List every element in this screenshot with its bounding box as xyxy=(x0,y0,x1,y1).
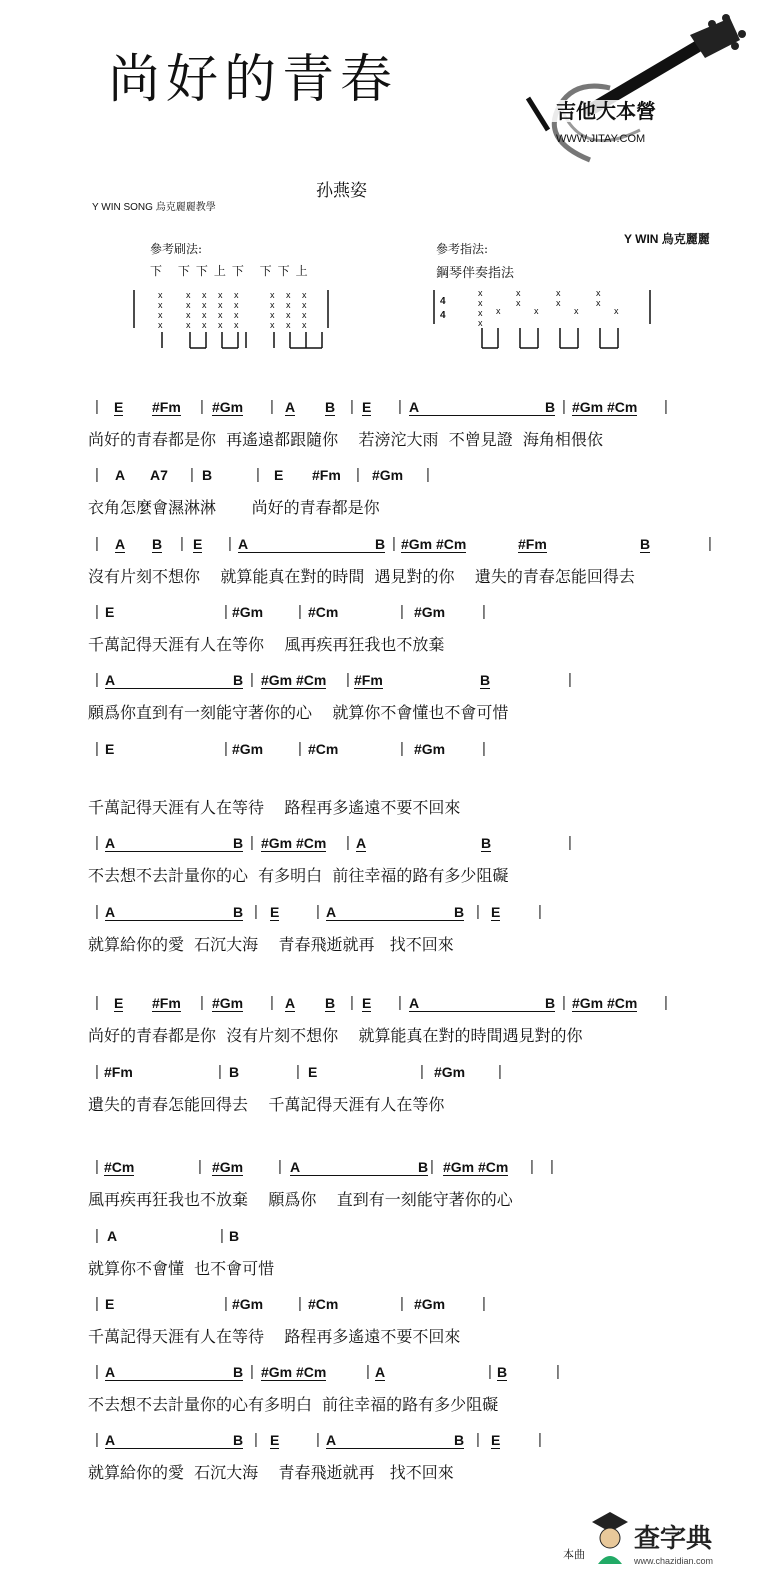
strum-label: 參考刷法: xyxy=(150,242,203,256)
measure-bar: | xyxy=(218,1063,222,1080)
measure-bar: | xyxy=(562,398,566,415)
measure-bar: | xyxy=(95,1363,99,1380)
measure-bar: | xyxy=(95,535,99,552)
measure-bar: | xyxy=(530,1158,534,1175)
chord-label: A xyxy=(326,905,464,921)
chord-label: A xyxy=(105,1433,243,1449)
svg-text:x: x xyxy=(234,290,239,300)
chord-label: #Fm xyxy=(354,672,383,688)
footer-benqu: 本曲 xyxy=(563,1548,585,1561)
measure-bar: | xyxy=(95,1063,99,1080)
strum-diagram xyxy=(132,288,332,350)
measure-bar: | xyxy=(298,603,302,620)
measure-bar: | xyxy=(556,1363,560,1380)
lyric-line: 衣角怎麼會濕淋淋 尚好的青春都是你 xyxy=(88,498,380,517)
logo-url: WWW.JITAY.COM xyxy=(556,133,646,145)
singer-name: 孙燕姿 xyxy=(316,181,367,201)
page-title: 尚好的青春 xyxy=(108,50,399,110)
measure-bar: | xyxy=(95,671,99,688)
svg-text:x: x xyxy=(478,308,483,318)
chord-label: #Gm xyxy=(372,467,404,483)
chord-label: B xyxy=(229,1064,240,1080)
measure-bar: | xyxy=(224,603,228,620)
chord-label: E xyxy=(491,904,501,920)
svg-text:x: x xyxy=(234,320,239,330)
chord-label: A xyxy=(326,1433,464,1449)
measure-bar: | xyxy=(392,535,396,552)
svg-text:x: x xyxy=(158,320,163,330)
measure-bar: | xyxy=(180,535,184,552)
chord-label: #Gm #Cm xyxy=(261,672,327,688)
chord-label: B xyxy=(202,467,213,483)
measure-bar: | xyxy=(346,834,350,851)
chord-label: #Cm xyxy=(104,1159,135,1175)
measure-bar: | xyxy=(420,1063,424,1080)
measure-bar: | xyxy=(200,994,204,1011)
chord-label: E xyxy=(362,399,372,415)
chord-label: #Gm xyxy=(232,604,264,620)
logo-name: 吉他大本營 xyxy=(556,99,656,123)
measure-bar: | xyxy=(95,1431,99,1448)
measure-bar: | xyxy=(95,398,99,415)
chord-label: E xyxy=(105,604,115,620)
measure-bar: | xyxy=(95,1227,99,1244)
chord-label: #Gm xyxy=(414,741,446,757)
svg-text:x: x xyxy=(270,300,275,310)
svg-text:x: x xyxy=(234,310,239,320)
measure-bar: | xyxy=(95,740,99,757)
lyric-line: 就算給你的愛 石沉大海 青春飛逝就再 找不回來 xyxy=(88,1463,454,1482)
measure-bar: | xyxy=(250,671,254,688)
measure-bar: | xyxy=(400,603,404,620)
svg-text:x: x xyxy=(270,310,275,320)
chord-label: B xyxy=(233,835,244,851)
graduate-icon xyxy=(590,1508,630,1564)
measure-bar: | xyxy=(482,740,486,757)
lyric-line: 不去想不去計量你的心 有多明白 前往幸福的路有多少阻礙 xyxy=(88,866,509,885)
svg-text:4: 4 xyxy=(440,310,446,321)
chord-label: #Gm #Cm xyxy=(572,995,638,1011)
chord-label: #Gm #Cm xyxy=(261,1364,327,1380)
chord-label: #Gm xyxy=(212,995,244,1011)
lyric-line: 沒有片刻不想你 就算能真在對的時間 遇見對的你 遺失的青春怎能回得去 xyxy=(88,567,635,586)
measure-bar: | xyxy=(476,903,480,920)
svg-text:x: x xyxy=(202,300,207,310)
chord-label: B xyxy=(497,1364,508,1380)
chord-label: A xyxy=(375,1364,386,1380)
chord-label: A xyxy=(105,905,243,921)
measure-bar: | xyxy=(664,994,668,1011)
measure-bar: | xyxy=(298,740,302,757)
measure-bar: | xyxy=(664,398,668,415)
chord-label: #Gm #Cm xyxy=(572,399,638,415)
lyric-line: 千萬記得天涯有人在等你 風再疾再狂我也不放棄 xyxy=(88,635,445,654)
measure-bar: | xyxy=(228,535,232,552)
measure-bar: | xyxy=(95,903,99,920)
chord-label: #Gm #Cm xyxy=(443,1159,509,1175)
measure-bar: | xyxy=(400,740,404,757)
chord-label: B xyxy=(375,536,386,552)
chord-label: E xyxy=(105,741,115,757)
svg-text:x: x xyxy=(158,310,163,320)
svg-text:x: x xyxy=(516,288,521,298)
chord-label: A xyxy=(105,1365,243,1381)
chord-label: B xyxy=(418,1159,429,1175)
measure-bar: | xyxy=(95,834,99,851)
measure-bar: | xyxy=(350,398,354,415)
measure-bar: | xyxy=(538,1431,542,1448)
chord-label: #Fm xyxy=(152,399,181,415)
lyric-line: 尚好的青春都是你 再遙遠都跟隨你 若滂沱大雨 不曾見證 海角相偎依 xyxy=(88,430,603,449)
chord-label: B xyxy=(454,1432,465,1448)
svg-text:x: x xyxy=(516,298,521,308)
chord-label: B xyxy=(325,399,336,415)
svg-text:x: x xyxy=(302,300,307,310)
measure-bar: | xyxy=(366,1363,370,1380)
chord-label: B xyxy=(545,995,556,1011)
chord-label: E xyxy=(105,1296,115,1312)
measure-bar: | xyxy=(316,903,320,920)
lyric-line: 千萬記得天涯有人在等待 路程再多遙遠不要不回來 xyxy=(88,1327,461,1346)
chord-label: B xyxy=(229,1228,240,1244)
chord-label: E xyxy=(270,904,280,920)
chord-label: A xyxy=(238,537,384,553)
chord-label: #Gm xyxy=(434,1064,466,1080)
measure-bar: | xyxy=(254,903,258,920)
chord-label: #Fm xyxy=(312,467,341,483)
chord-label: B xyxy=(454,904,465,920)
svg-text:x: x xyxy=(158,290,163,300)
svg-text:x: x xyxy=(496,306,501,316)
chord-label: #Gm xyxy=(212,1159,244,1175)
svg-text:x: x xyxy=(286,290,291,300)
watermark-url: www.chazidian.com xyxy=(634,1556,714,1566)
measure-bar: | xyxy=(568,671,572,688)
ywin-label: Y WIN 烏克麗麗 xyxy=(624,232,710,246)
chord-label: A xyxy=(356,835,367,851)
svg-text:x: x xyxy=(286,310,291,320)
chord-label: #Gm #Cm xyxy=(401,536,467,552)
measure-bar: | xyxy=(476,1431,480,1448)
measure-bar: | xyxy=(430,1158,434,1175)
measure-bar: | xyxy=(200,398,204,415)
measure-bar: | xyxy=(708,535,712,552)
finger-diagram xyxy=(432,288,656,350)
chord-label: A7 xyxy=(150,467,168,483)
svg-text:x: x xyxy=(596,288,601,298)
measure-bar: | xyxy=(482,1295,486,1312)
svg-text:x: x xyxy=(302,290,307,300)
chord-label: B xyxy=(480,672,491,688)
measure-bar: | xyxy=(356,466,360,483)
svg-text:x: x xyxy=(186,300,191,310)
svg-text:x: x xyxy=(234,300,239,310)
measure-bar: | xyxy=(482,603,486,620)
measure-bar: | xyxy=(190,466,194,483)
chord-label: B xyxy=(640,536,651,552)
svg-text:x: x xyxy=(202,290,207,300)
chord-label: #Gm xyxy=(414,604,446,620)
svg-text:x: x xyxy=(218,300,223,310)
measure-bar: | xyxy=(278,1158,282,1175)
measure-bar: | xyxy=(95,466,99,483)
measure-bar: | xyxy=(562,994,566,1011)
measure-bar: | xyxy=(220,1227,224,1244)
svg-text:x: x xyxy=(596,298,601,308)
measure-bar: | xyxy=(224,1295,228,1312)
lyric-line: 尚好的青春都是你 沒有片刻不想你 就算能真在對的時間遇見對的你 xyxy=(88,1026,583,1045)
svg-text:x: x xyxy=(286,320,291,330)
source-label: Y WIN SONG 烏克麗麗教學 xyxy=(92,202,216,213)
svg-text:x: x xyxy=(270,320,275,330)
measure-bar: | xyxy=(398,994,402,1011)
chord-label: E xyxy=(114,399,124,415)
chord-label: E xyxy=(114,995,124,1011)
chord-label: B xyxy=(152,536,163,552)
svg-text:x: x xyxy=(202,320,207,330)
chord-label: B xyxy=(233,1432,244,1448)
chord-label: #Gm xyxy=(232,741,264,757)
chord-label: #Cm xyxy=(308,604,339,620)
measure-bar: | xyxy=(298,1295,302,1312)
chord-label: A xyxy=(115,536,126,552)
chord-label: B xyxy=(233,904,244,920)
chord-label: A xyxy=(409,996,555,1012)
chord-label: #Fm xyxy=(104,1064,133,1080)
svg-text:x: x xyxy=(302,310,307,320)
chord-label: E xyxy=(308,1064,318,1080)
chord-label: E xyxy=(274,467,284,483)
measure-bar: | xyxy=(254,1431,258,1448)
chord-label: #Gm xyxy=(212,399,244,415)
chord-label: B xyxy=(233,672,244,688)
svg-text:x: x xyxy=(218,310,223,320)
chord-label: A xyxy=(290,1160,428,1176)
chord-label: A xyxy=(105,836,243,852)
svg-text:x: x xyxy=(302,320,307,330)
measure-bar: | xyxy=(568,834,572,851)
svg-text:x: x xyxy=(186,320,191,330)
measure-bar: | xyxy=(270,398,274,415)
lyric-line: 不去想不去計量你的心有多明白 前往幸福的路有多少阻礙 xyxy=(88,1395,499,1414)
svg-text:x: x xyxy=(556,288,561,298)
svg-text:x: x xyxy=(534,306,539,316)
measure-bar: | xyxy=(398,398,402,415)
svg-text:x: x xyxy=(478,318,483,328)
chord-label: E xyxy=(270,1432,280,1448)
chord-label: #Cm xyxy=(308,741,339,757)
lyric-line: 就算你不會懂 也不會可惜 xyxy=(88,1259,275,1278)
svg-text:x: x xyxy=(286,300,291,310)
watermark-title: 查字典 xyxy=(634,1524,713,1554)
chord-label: A xyxy=(285,995,296,1011)
finger-name: 鋼琴伴奏指法 xyxy=(436,266,515,281)
measure-bar: | xyxy=(296,1063,300,1080)
measure-bar: | xyxy=(224,740,228,757)
finger-label: 參考指法: xyxy=(436,242,489,256)
svg-text:x: x xyxy=(186,310,191,320)
chord-label: E xyxy=(193,536,203,552)
measure-bar: | xyxy=(346,671,350,688)
svg-text:x: x xyxy=(556,298,561,308)
measure-bar: | xyxy=(488,1363,492,1380)
chord-label: A xyxy=(115,467,126,483)
chord-label: A xyxy=(105,673,243,689)
chord-label: #Fm xyxy=(518,536,547,552)
svg-text:x: x xyxy=(574,306,579,316)
svg-text:x: x xyxy=(158,300,163,310)
chord-label: B xyxy=(233,1364,244,1380)
lyric-line: 風再疾再狂我也不放棄 願爲你 直到有一刻能守著你的心 xyxy=(88,1190,513,1209)
chord-label: #Gm xyxy=(232,1296,264,1312)
chord-label: E xyxy=(362,995,372,1011)
measure-bar: | xyxy=(95,603,99,620)
svg-text:x: x xyxy=(478,298,483,308)
measure-bar: | xyxy=(550,1158,554,1175)
chord-label: #Gm #Cm xyxy=(261,835,327,851)
measure-bar: | xyxy=(250,834,254,851)
chord-label: B xyxy=(481,835,492,851)
chord-label: A xyxy=(107,1228,118,1244)
measure-bar: | xyxy=(95,1295,99,1312)
measure-bar: | xyxy=(250,1363,254,1380)
chord-label: A xyxy=(285,399,296,415)
measure-bar: | xyxy=(400,1295,404,1312)
jitay-logo xyxy=(520,10,750,200)
svg-text:x: x xyxy=(614,306,619,316)
measure-bar: | xyxy=(316,1431,320,1448)
measure-bar: | xyxy=(95,1158,99,1175)
svg-text:x: x xyxy=(218,320,223,330)
lyric-line: 遺失的青春怎能回得去 千萬記得天涯有人在等你 xyxy=(88,1095,445,1114)
svg-text:x: x xyxy=(478,288,483,298)
svg-text:x: x xyxy=(218,290,223,300)
lyric-line: 就算給你的愛 石沉大海 青春飛逝就再 找不回來 xyxy=(88,935,454,954)
svg-text:4: 4 xyxy=(440,296,446,307)
chord-label: #Cm xyxy=(308,1296,339,1312)
svg-text:x: x xyxy=(270,290,275,300)
measure-bar: | xyxy=(270,994,274,1011)
measure-bar: | xyxy=(498,1063,502,1080)
chord-label: E xyxy=(491,1432,501,1448)
measure-bar: | xyxy=(426,466,430,483)
measure-bar: | xyxy=(538,903,542,920)
chord-label: A xyxy=(409,400,555,416)
chord-label: B xyxy=(325,995,336,1011)
measure-bar: | xyxy=(256,466,260,483)
lyric-line: 願爲你直到有一刻能守著你的心 就算你不會懂也不會可惜 xyxy=(88,703,509,722)
lyric-line: 千萬記得天涯有人在等待 路程再多遙遠不要不回來 xyxy=(88,798,461,817)
measure-bar: | xyxy=(95,994,99,1011)
chord-label: #Fm xyxy=(152,995,181,1011)
measure-bar: | xyxy=(198,1158,202,1175)
measure-bar: | xyxy=(350,994,354,1011)
watermark xyxy=(560,1504,756,1576)
svg-text:x: x xyxy=(186,290,191,300)
strum-pattern: 下 下下上下 下下上 xyxy=(150,264,314,278)
chord-label: B xyxy=(545,399,556,415)
chord-label: #Gm xyxy=(414,1296,446,1312)
svg-text:x: x xyxy=(202,310,207,320)
